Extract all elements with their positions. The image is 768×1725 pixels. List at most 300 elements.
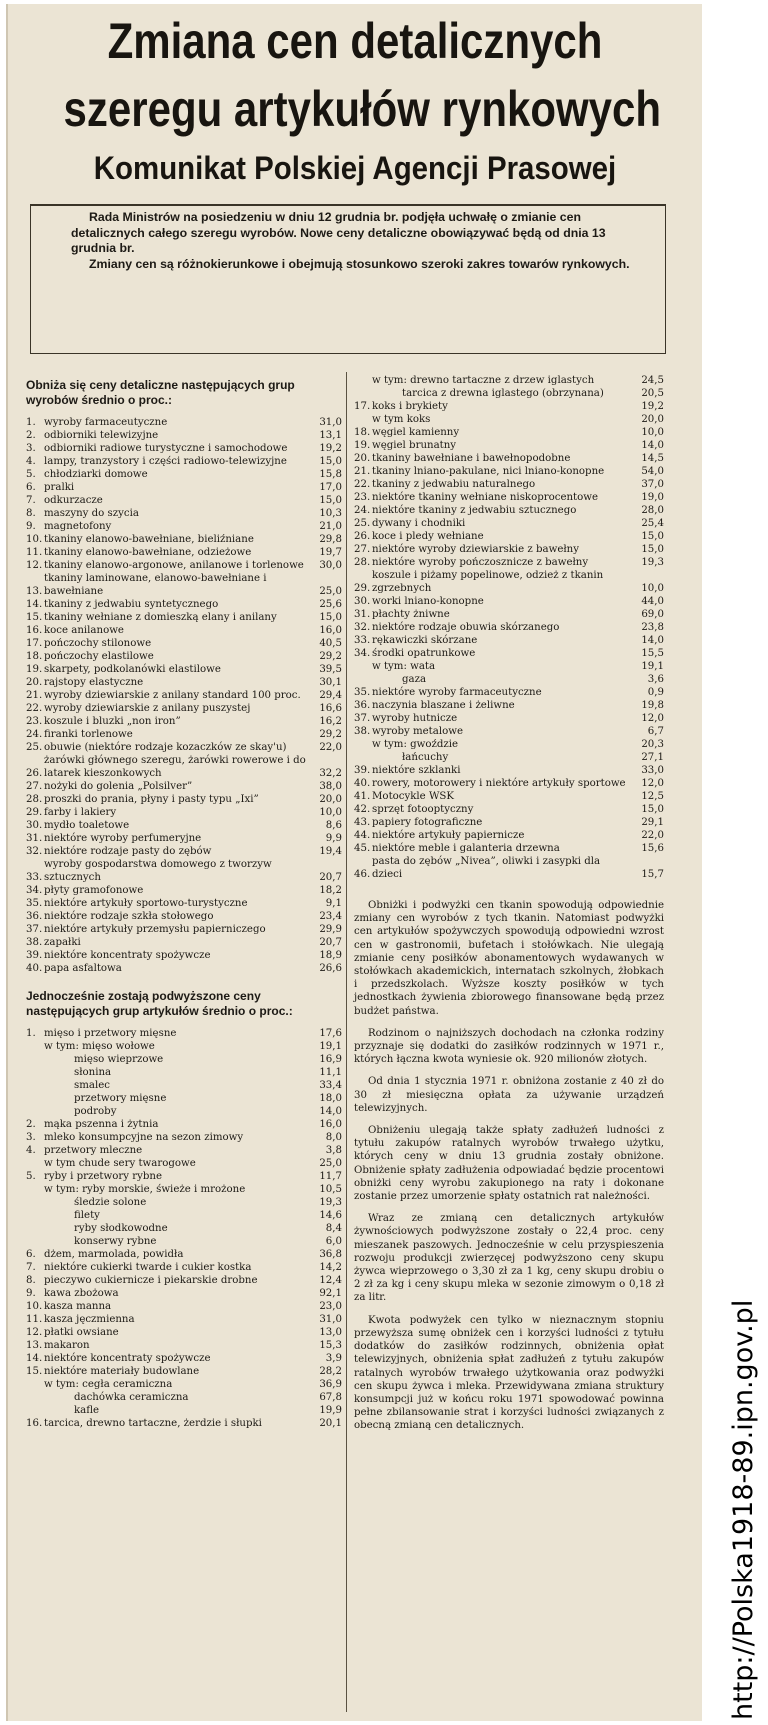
increase-item: [26, 1326, 342, 1339]
item-label: koszule i piżamy popelinowe, odzież z tkanin zgrzebnych: [372, 570, 604, 594]
item-label: płyty gramofonowe: [44, 885, 144, 896]
item-percent: 22,0: [641, 830, 664, 841]
item-percent: 23,8: [641, 622, 664, 633]
item-number: 12.: [26, 1327, 43, 1338]
item-number: 25.: [26, 742, 43, 753]
increase-item: [26, 1170, 342, 1183]
item-number: 36.: [354, 700, 371, 711]
item-label: koce anilanowe: [44, 625, 124, 636]
item-label: zapałki: [44, 937, 81, 948]
item-percent: 19,2: [641, 401, 664, 412]
item-label: Motocykle WSK: [372, 791, 455, 802]
increase-item: [26, 1118, 342, 1131]
lead-paragraph-2: Zmiany cen są różnokierunkowe i obejmują stosunkowo szeroki zakres towarów rynkowych.: [89, 256, 630, 271]
increase-item: [354, 725, 664, 738]
decrease-item: [26, 598, 342, 611]
decrease-item: [26, 481, 342, 494]
item-label: kafle: [74, 1405, 100, 1416]
item-label: worki lniano-konopne: [372, 596, 484, 607]
item-number: 32.: [26, 846, 43, 857]
item-number: 3.: [26, 443, 36, 454]
decrease-item: [26, 962, 342, 975]
item-percent: 15,0: [641, 544, 664, 555]
item-label: niektóre wyroby farmaceutyczne: [372, 687, 542, 698]
item-number: 37.: [354, 713, 371, 724]
item-label: przetwory mleczne: [44, 1145, 143, 1156]
increase-item: [26, 1287, 342, 1300]
item-percent: 16,6: [319, 703, 342, 714]
increase-item: [26, 1157, 342, 1170]
decrease-item: [26, 533, 342, 546]
item-percent: 25,6: [319, 599, 342, 610]
item-number: 37.: [26, 924, 43, 935]
item-number: 8.: [26, 508, 36, 519]
item-percent: 20,3: [641, 739, 664, 750]
item-label: tkaniny elanowo-bawełniane, odzieżowe: [44, 547, 252, 558]
item-number: 39.: [354, 765, 371, 776]
item-percent: 20,5: [641, 388, 664, 399]
decrease-item: [26, 546, 342, 559]
item-percent: 16,0: [319, 625, 342, 636]
item-number: 19.: [354, 440, 371, 451]
item-label: pończochy stilonowe: [44, 638, 152, 649]
article-paragraph: Obniżki i podwyżki cen tkanin spowodują odpowiednie zmiany cen wyrobów z tych tkanin. Natomiast podwyżki cen artykułów spożywczych spowodują odpowiedni wzrost cen w gastronomii, bufetach i stołówkach. Nie ulegają zmianie ceny posiłków abonamentowych wydawanych w stołówkach akademickich, internatach szkolnych, żłobkach i przedszkolach. Wyższe koszty posiłków w tych jednostkach żywienia zbiorowego finansowane będą przez budżet państwa.: [354, 900, 664, 1017]
item-label: dżem, marmolada, powidła: [44, 1249, 184, 1260]
item-percent: 6,0: [325, 1236, 342, 1247]
item-percent: 18,2: [319, 885, 342, 896]
item-number: 43.: [354, 817, 371, 828]
increase-item: [354, 465, 664, 478]
item-percent: 8,6: [325, 820, 342, 831]
increase-item: [26, 1274, 342, 1287]
item-label: śledzie solone: [74, 1197, 147, 1208]
article-paragraph: Obniżeniu ulegają także spłaty zadłużeń ludności z tytułu zakupów ratalnych wyrobów trwałego użytku, których ceny w dniu 13 grudnia zostały obniżone. Obniżenie spłaty zadłużenia odpowiadać będzie procentowi obniżki ceny wyrobu zakupionego na raty i dokonane zostanie przez umorzenie spłaty ostatnich rat należności.: [354, 1125, 664, 1203]
item-percent: 16,0: [319, 1119, 342, 1130]
item-label: odbiorniki radiowe turystyczne i samochodowe: [44, 443, 288, 454]
item-number: 1.: [26, 1028, 36, 1039]
item-percent: 3,6: [647, 674, 664, 685]
item-percent: 19,0: [641, 492, 664, 503]
increase-item: [26, 1131, 342, 1144]
item-percent: 10,0: [641, 427, 664, 438]
increase-item: [354, 660, 664, 673]
item-number: 14.: [26, 599, 43, 610]
item-percent: 36,8: [319, 1249, 342, 1260]
item-number: 44.: [354, 830, 371, 841]
item-label: naczynia blaszane i żeliwne: [372, 700, 515, 711]
increase-item: [26, 1053, 342, 1066]
item-number: 38.: [354, 726, 371, 737]
increase-item: [354, 777, 664, 790]
item-label: podroby: [74, 1106, 117, 1117]
item-number: 14.: [26, 1353, 43, 1364]
item-number: 38.: [26, 937, 43, 948]
decrease-heading: Obniża się ceny detaliczne następujących grup wyrobów średnio o proc.:: [26, 378, 295, 407]
item-number: 18.: [26, 651, 43, 662]
item-label: proszki do prania, płyny i pasty typu „Ixi”: [44, 794, 259, 805]
decrease-list: [26, 416, 342, 975]
item-number: 17.: [354, 401, 371, 412]
item-label: skarpety, podkolanówki elastilowe: [44, 664, 221, 675]
item-label: ryby słodkowodne: [74, 1223, 168, 1234]
increase-item: [354, 673, 664, 686]
item-label: niektóre artykuły sportowo-turystyczne: [44, 898, 248, 909]
item-label: wyroby dziewiarskie z anilany puszystej: [44, 703, 251, 714]
article-paragraph: Rodzinom o najniższych dochodach na członka rodziny przyznaje się dodatki do zasiłków rodzinnych w 1971 r., których łączna kwota wyniesie ok. 920 milionów złotych.: [354, 1027, 664, 1066]
item-percent: 12,5: [641, 791, 664, 802]
item-number: 13.: [26, 1340, 43, 1351]
item-percent: 13,0: [319, 1327, 342, 1338]
item-percent: 6,7: [647, 726, 664, 737]
item-label: w tym: gwoździe: [372, 739, 459, 750]
item-label: filety: [74, 1210, 100, 1221]
item-number: 2.: [26, 430, 36, 441]
increase-item: [26, 1027, 342, 1040]
item-percent: 29,9: [319, 924, 342, 935]
item-percent: 14,0: [319, 1106, 342, 1117]
decrease-item: [26, 936, 342, 949]
item-number: 40.: [354, 778, 371, 789]
increase-item: [354, 712, 664, 725]
subheadline: Komunikat Polskiej Agencji Prasowej: [93, 150, 617, 186]
increase-item: [26, 1365, 342, 1378]
headline-line-2: szeregu artykułów rynkowych: [63, 81, 662, 137]
item-label: pralki: [44, 482, 75, 493]
increase-item: [354, 751, 664, 764]
item-label: koszule i bluzki „non iron”: [44, 716, 181, 727]
decrease-item: [26, 819, 342, 832]
decrease-item: [26, 806, 342, 819]
item-percent: 27,1: [641, 752, 664, 763]
item-percent: 39,5: [319, 664, 342, 675]
item-number: 1.: [26, 417, 36, 428]
item-label: słonina: [74, 1067, 112, 1078]
item-number: 11.: [26, 1314, 43, 1325]
item-number: 30.: [354, 596, 371, 607]
increase-item: [26, 1040, 342, 1053]
item-percent: 18,0: [319, 1093, 342, 1104]
lead-paragraph-1: Rada Ministrów na posiedzeniu w dniu 12 grudnia br. podjęła uchwałę o zmianie cen detalicznych całego szeregu wyrobów. Nowe ceny detaliczne obowiązywać będą od dnia 13 grudnia br.: [71, 210, 606, 255]
item-number: 13.: [26, 586, 43, 597]
item-percent: 15,5: [641, 648, 664, 659]
item-label: odkurzacze: [44, 495, 103, 506]
item-number: 27.: [26, 781, 43, 792]
item-label: kasza manna: [44, 1301, 112, 1312]
decrease-item: [26, 897, 342, 910]
item-number: 25.: [354, 518, 371, 529]
item-label: magnetofony: [44, 521, 112, 532]
item-percent: 15,0: [641, 531, 664, 542]
decrease-item: [26, 754, 342, 780]
increase-item: [26, 1261, 342, 1274]
item-label: rękawiczki skórzane: [372, 635, 478, 646]
item-percent: 67,8: [319, 1392, 342, 1403]
item-number: 24.: [354, 505, 371, 516]
item-label: niektóre wyroby dziewiarskie z bawełny: [372, 544, 579, 555]
decrease-item: [26, 637, 342, 650]
item-label: pasta do zębów „Nivea”, oliwki i zasypki dla dzieci: [372, 856, 601, 880]
item-number: 23.: [26, 716, 43, 727]
item-label: mydło toaletowe: [44, 820, 130, 831]
item-label: środki opatrunkowe: [372, 648, 476, 659]
item-label: tkaniny laminowane, elanowo-bawełniane i bawełniane: [44, 573, 267, 597]
item-percent: 29,4: [319, 690, 342, 701]
item-number: 4.: [26, 1145, 36, 1156]
item-percent: 30,1: [319, 677, 342, 688]
item-number: 45.: [354, 843, 371, 854]
item-percent: 11,1: [319, 1067, 342, 1078]
right-column: [354, 374, 664, 1442]
item-number: 39.: [26, 950, 43, 961]
decrease-item: [26, 949, 342, 962]
item-percent: 12,0: [641, 778, 664, 789]
item-label: niektóre tkaniny wełniane niskoprocentowe: [372, 492, 599, 503]
item-label: tarcica z drewna iglastego (obrzynana): [402, 388, 604, 399]
newspaper-clipping: [6, 4, 702, 1721]
item-percent: 8,0: [325, 1132, 342, 1143]
item-label: ryby i przetwory rybne: [44, 1171, 162, 1182]
increase-item: [354, 803, 664, 816]
item-percent: 30,0: [319, 560, 342, 571]
item-percent: 26,6: [319, 963, 342, 974]
item-percent: 22,0: [319, 742, 342, 753]
decrease-item: [26, 429, 342, 442]
increase-item: [26, 1209, 342, 1222]
increase-item: [354, 686, 664, 699]
item-number: 9.: [26, 1288, 36, 1299]
increase-item: [354, 400, 664, 413]
item-label: maszyny do szycia: [44, 508, 139, 519]
item-label: odbiorniki telewizyjne: [44, 430, 159, 441]
item-percent: 9,1: [325, 898, 342, 909]
item-percent: 38,0: [319, 781, 342, 792]
decrease-item: [26, 663, 342, 676]
item-label: niektóre wyroby perfumeryjne: [44, 833, 202, 844]
item-percent: 92,1: [319, 1288, 342, 1299]
item-percent: 29,1: [641, 817, 664, 828]
item-percent: 69,0: [641, 609, 664, 620]
item-percent: 20,1: [319, 1418, 342, 1429]
decrease-item: [26, 910, 342, 923]
item-percent: 18,9: [319, 950, 342, 961]
source-url: http://Polska1918-89.ipn.gov.pl: [728, 1299, 759, 1720]
item-label: niektóre rodzaje pasty do zębów: [44, 846, 212, 857]
item-label: firanki torlenowe: [44, 729, 133, 740]
item-label: smalec: [74, 1080, 110, 1091]
item-number: 5.: [26, 1171, 36, 1182]
item-label: tkaniny bawełniane i bawełnopodobne: [372, 453, 571, 464]
item-label: płachty żniwne: [372, 609, 450, 620]
item-percent: 13,1: [319, 430, 342, 441]
increase-item: [354, 608, 664, 621]
item-label: nożyki do golenia „Polsilver”: [44, 781, 193, 792]
item-percent: 0,9: [647, 687, 664, 698]
item-number: 19.: [26, 664, 43, 675]
item-number: 7.: [26, 1262, 36, 1273]
item-number: 16.: [26, 1418, 43, 1429]
item-percent: 31,0: [319, 1314, 342, 1325]
item-label: w tym koks: [372, 414, 431, 425]
item-label: rowery, motorowery i niektóre artykuły sportowe: [372, 778, 626, 789]
item-label: farby i lakiery: [44, 807, 117, 818]
item-label: w tym: cegła ceramiczna: [44, 1379, 173, 1390]
item-label: w tym chude sery twarogowe: [44, 1158, 196, 1169]
increase-item: [26, 1404, 342, 1417]
item-label: sprzęt fotooptyczny: [372, 804, 474, 815]
item-label: niektóre rodzaje obuwia skórzanego: [372, 622, 560, 633]
item-label: płatki owsiane: [44, 1327, 119, 1338]
increase-item: [26, 1248, 342, 1261]
item-percent: 10,5: [319, 1184, 342, 1195]
item-percent: 25,0: [319, 586, 342, 597]
item-number: 12.: [26, 560, 43, 571]
article-paragraph: Od dnia 1 stycznia 1971 r. obniżona zostanie z 40 zł do 30 zł miesięczna opłata za używanie urządzeń telewizyjnych.: [354, 1076, 664, 1114]
item-number: 35.: [354, 687, 371, 698]
item-percent: 3,8: [325, 1145, 342, 1156]
increase-item: [354, 621, 664, 634]
item-number: 31.: [354, 609, 371, 620]
decrease-item: [26, 676, 342, 689]
increase-item: [26, 1222, 342, 1235]
item-number: 9.: [26, 521, 36, 532]
item-label: niektóre meble i galanteria drzewna: [372, 843, 560, 854]
increase-heading: Jednocześnie zostają podwyższone ceny następujących grup artykułów średnio o proc.:: [26, 989, 293, 1018]
increase-list: [26, 1027, 342, 1430]
item-number: 3.: [26, 1132, 36, 1143]
item-label: tkaniny elanowo-argonowe, anilanowe i torlenowe: [44, 560, 304, 571]
increase-item: [354, 634, 664, 647]
increase-item: [26, 1391, 342, 1404]
item-number: 2.: [26, 1119, 36, 1130]
item-percent: 15,0: [319, 456, 342, 467]
increase-item: [354, 504, 664, 517]
item-percent: 19,1: [641, 661, 664, 672]
item-percent: 40,5: [319, 638, 342, 649]
increase-item: [26, 1183, 342, 1196]
item-label: wyroby hutnicze: [372, 713, 458, 724]
increase-list-continued: [354, 374, 664, 881]
item-label: makaron: [44, 1340, 90, 1351]
item-label: w tym: wata: [372, 661, 436, 672]
increase-item: [354, 556, 664, 569]
decrease-item: [26, 650, 342, 663]
increase-item: [354, 829, 664, 842]
column-divider: [346, 372, 347, 1712]
item-number: 4.: [26, 456, 36, 467]
article-paragraph: Kwota podwyżek cen tylko w nieznacznym stopniu przewyższa sumę obniżek cen i korzyści ludności z tytułu dodatków do zasiłków rodzinnych, obniżenia opłat telewizyjnych, obniżenia spłat zadłużeń z tytułu zakupów ratalnych wyrobów trwałego użytkowania oraz podwyżki cen skupu żywca i mleka. Przewidywana zmiana struktury konsumpcji już w końcu roku 1971 spowodować powinna pełne zbilansowanie strat i korzyści ludności związanych z obecną zmianą cen detalicznych.: [354, 1314, 664, 1432]
item-number: 46.: [354, 869, 371, 880]
item-number: 16.: [26, 625, 43, 636]
item-label: koks i brykiety: [372, 401, 448, 412]
increase-item: [26, 1339, 342, 1352]
decrease-item: [26, 455, 342, 468]
increase-item: [26, 1352, 342, 1365]
item-percent: 24,5: [641, 375, 664, 386]
item-label: niektóre artykuły papiernicze: [372, 830, 525, 841]
item-percent: 14,0: [641, 440, 664, 451]
item-number: 33.: [26, 872, 43, 883]
increase-item: [354, 790, 664, 803]
item-number: 15.: [26, 612, 43, 623]
decrease-item: [26, 780, 342, 793]
item-label: lampy, tranzystory i części radiowo-telewizyjne: [44, 456, 287, 467]
increase-item: [26, 1105, 342, 1118]
item-label: w tym: mięso wołowe: [44, 1041, 155, 1052]
item-number: 26.: [26, 768, 43, 779]
item-percent: 19,8: [641, 700, 664, 711]
item-label: tkaniny z jedwabiu syntetycznego: [44, 599, 219, 610]
item-label: tarcica, drewno tartaczne, żerdzie i słupki: [44, 1418, 262, 1429]
item-number: 10.: [26, 1301, 43, 1312]
item-percent: 21,0: [319, 521, 342, 532]
increase-item: [354, 842, 664, 855]
item-label: tkaniny lniano-pakulane, nici lniano-konopne: [372, 466, 605, 477]
increase-item: [26, 1079, 342, 1092]
item-label: mięso wieprzowe: [74, 1054, 164, 1065]
increase-item: [26, 1300, 342, 1313]
item-number: 41.: [354, 791, 371, 802]
decrease-item: [26, 572, 342, 598]
item-percent: 15,6: [641, 843, 664, 854]
item-number: 7.: [26, 495, 36, 506]
item-number: 26.: [354, 531, 371, 542]
increase-item: [26, 1378, 342, 1391]
decrease-item: [26, 507, 342, 520]
increase-item: [354, 439, 664, 452]
item-number: 23.: [354, 492, 371, 503]
increase-item: [354, 426, 664, 439]
article-body: [354, 899, 664, 1433]
item-percent: 14,6: [319, 1210, 342, 1221]
item-number: 5.: [26, 469, 36, 480]
increase-item: [354, 647, 664, 660]
item-number: 27.: [354, 544, 371, 555]
increase-item: [354, 816, 664, 829]
item-percent: 23,4: [319, 911, 342, 922]
item-percent: 29,8: [319, 534, 342, 545]
increase-item: [354, 595, 664, 608]
item-percent: 14,2: [319, 1262, 342, 1273]
item-label: dachówka ceramiczna: [74, 1392, 189, 1403]
decrease-item: [26, 715, 342, 728]
item-percent: 28,0: [641, 505, 664, 516]
item-label: mąka pszenna i żytnia: [44, 1119, 159, 1130]
item-percent: 16,2: [319, 716, 342, 727]
increase-item: [354, 543, 664, 556]
item-percent: 9,9: [325, 833, 342, 844]
item-percent: 28,2: [319, 1366, 342, 1377]
item-percent: 15,3: [319, 1340, 342, 1351]
item-percent: 15,0: [641, 804, 664, 815]
item-number: 22.: [354, 479, 371, 490]
item-percent: 10,3: [319, 508, 342, 519]
item-number: 31.: [26, 833, 43, 844]
item-percent: 12,4: [319, 1275, 342, 1286]
item-percent: 19,3: [641, 557, 664, 568]
increase-item: [354, 452, 664, 465]
item-percent: 17,6: [319, 1028, 342, 1039]
item-label: papa asfaltowa: [44, 963, 122, 974]
item-percent: 8,4: [325, 1223, 342, 1234]
item-label: niektóre rodzaje szkła stołowego: [44, 911, 214, 922]
increase-item: [26, 1417, 342, 1430]
decrease-item: [26, 624, 342, 637]
item-number: 21.: [354, 466, 371, 477]
item-percent: 23,0: [319, 1301, 342, 1312]
decrease-item: [26, 741, 342, 754]
item-label: w tym: drewno tartaczne z drzew iglastych: [372, 375, 595, 386]
item-label: obuwie (niektóre rodzaje kozaczków ze skay'u): [44, 742, 287, 753]
